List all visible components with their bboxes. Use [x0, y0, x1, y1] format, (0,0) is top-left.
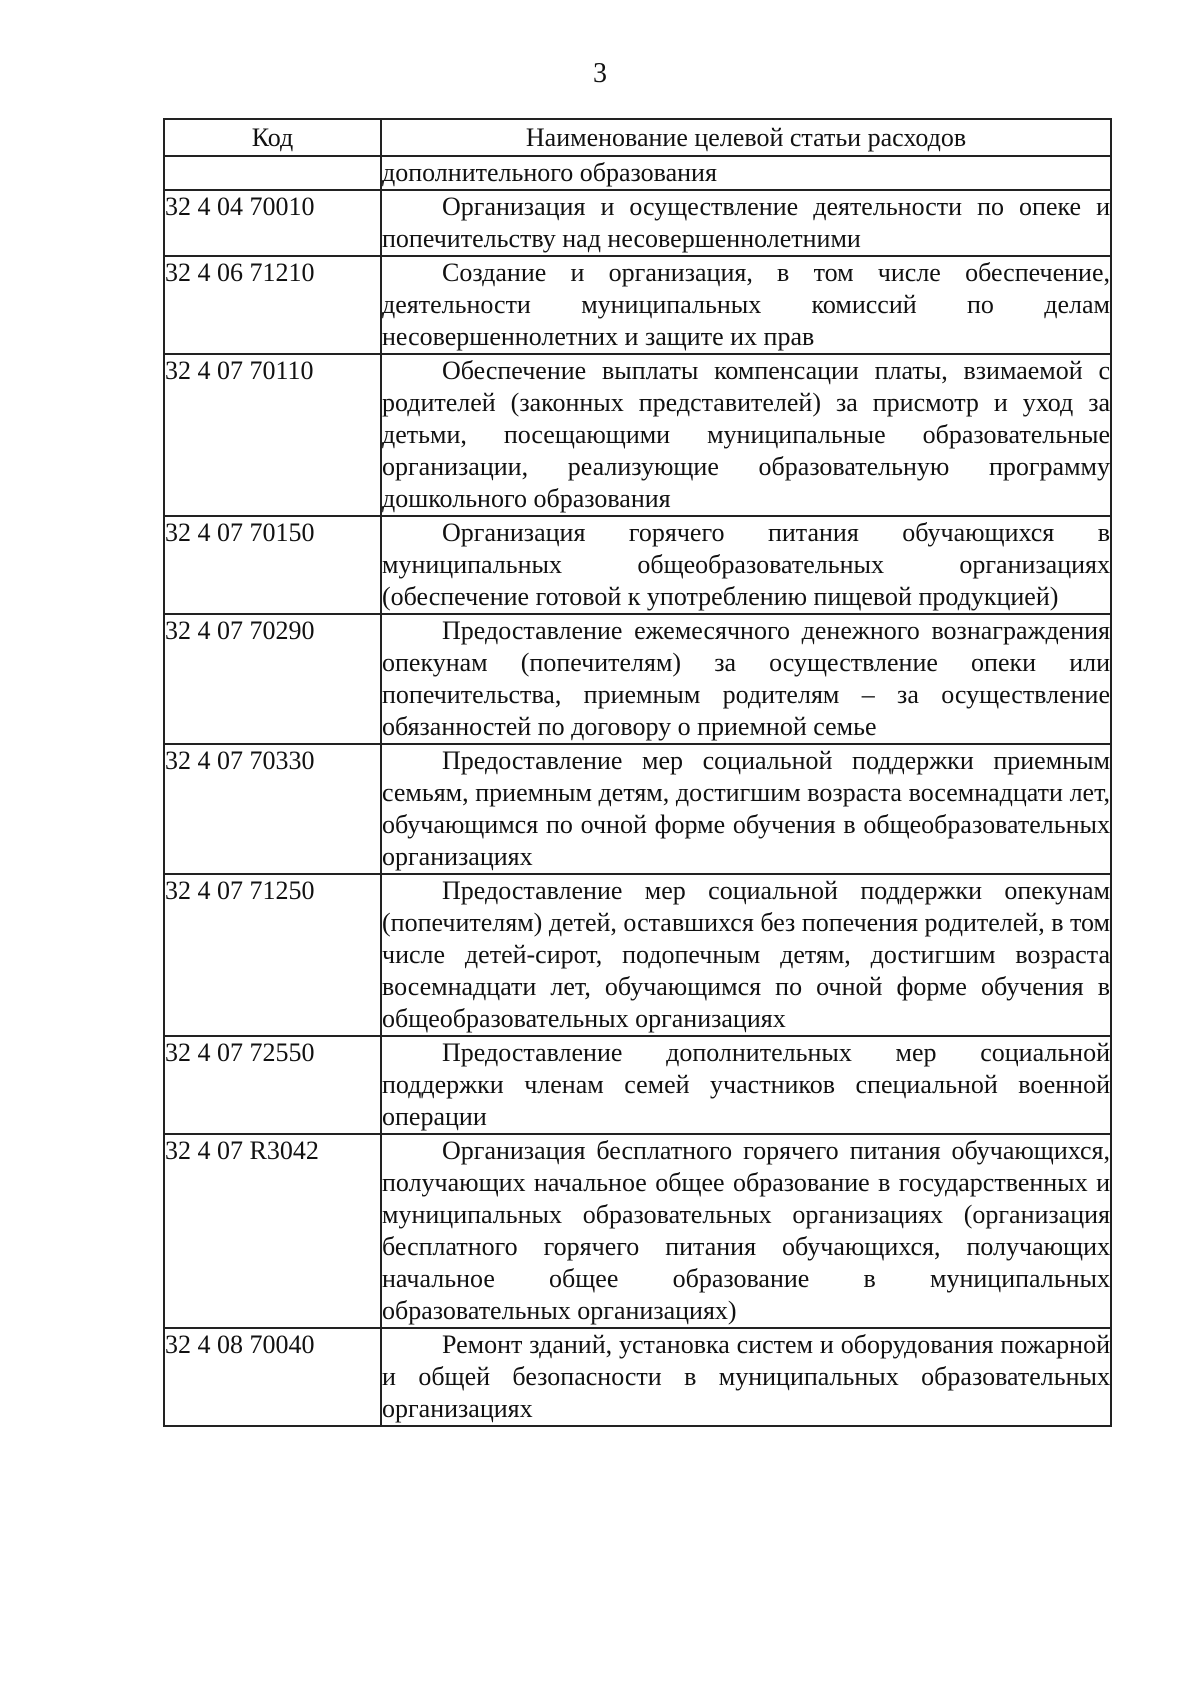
row-code: 32 4 07 72550 — [164, 1036, 381, 1134]
row-name-text: Организация бесплатного горячего питания обучающихся, получающих начальное общее образование в государственных и муниципальных образовательных организациях (организация бесплатного горячего питания обучающихся, получающих начальное общее образование в муниципальных образовательных организациях) — [382, 1136, 1110, 1325]
row-name-text: дополнительного образования — [382, 158, 717, 187]
row-code: 32 4 07 70330 — [164, 744, 381, 874]
row-name-text: Предоставление дополнительных мер социальной поддержки членам семей участников специальной военной операции — [382, 1038, 1110, 1131]
table-row — [164, 1134, 1111, 1328]
row-name — [381, 256, 1111, 354]
row-code: 32 4 07 71250 — [164, 874, 381, 1036]
row-name-text: Обеспечение выплаты компенсации платы, взимаемой с родителей (законных представителей) за присмотр и уход за детьми, посещающими муниципальные образовательные организации, реализующие образовательную программу дошкольного образования — [382, 356, 1110, 513]
row-name — [381, 156, 1111, 190]
row-name — [381, 1328, 1111, 1426]
row-code: 32 4 07 R3042 — [164, 1134, 381, 1328]
row-code: 32 4 07 70150 — [164, 516, 381, 614]
table-header-row — [164, 119, 1111, 156]
table-row — [164, 1036, 1111, 1134]
row-name — [381, 354, 1111, 516]
header-code: Код — [164, 119, 381, 156]
table-row — [164, 516, 1111, 614]
row-name-text: Ремонт зданий, установка систем и оборудования пожарной и общей безопасности в муниципальных образовательных организациях — [382, 1330, 1110, 1423]
row-code — [164, 156, 381, 190]
row-name-text: Предоставление мер социальной поддержки приемным семьям, приемным детям, достигшим возраста восемнадцати лет, обучающимся по очной форме обучения в общеобразовательных организациях — [382, 746, 1110, 871]
row-name-text: Предоставление ежемесячного денежного вознаграждения опекунам (попечителям) за осуществление опеки или попечительства, приемным родителям – за осуществление обязанностей по договору о приемной семье — [382, 616, 1110, 741]
row-code: 32 4 04 70010 — [164, 190, 381, 256]
row-name — [381, 1036, 1111, 1134]
row-name — [381, 190, 1111, 256]
row-code: 32 4 06 71210 — [164, 256, 381, 354]
row-name — [381, 516, 1111, 614]
row-name-text: Организация горячего питания обучающихся в муниципальных общеобразовательных организациях (обеспечение готовой к употреблению пищевой продукцией) — [382, 518, 1110, 611]
table-row — [164, 256, 1111, 354]
row-name — [381, 614, 1111, 744]
row-name — [381, 874, 1111, 1036]
row-name — [381, 744, 1111, 874]
row-name-text: Предоставление мер социальной поддержки опекунам (попечителям) детей, оставшихся без попечения родителей, в том числе детей-сирот, подопечным детям, достигшим возраста восемнадцати лет, обучающимся по очной форме обучения в общеобразовательных организациях — [382, 876, 1110, 1033]
header-name: Наименование целевой статьи расходов — [381, 119, 1111, 156]
page-number: 3 — [593, 58, 607, 89]
row-code: 32 4 07 70110 — [164, 354, 381, 516]
table-row — [164, 156, 1111, 190]
row-name-text: Организация и осуществление деятельности по опеке и попечительству над несовершеннолетними — [382, 192, 1110, 253]
row-code: 32 4 07 70290 — [164, 614, 381, 744]
table-row — [164, 354, 1111, 516]
row-name-text: Создание и организация, в том числе обеспечение, деятельности муниципальных комиссий по делам несовершеннолетних и защите их прав — [382, 258, 1110, 351]
budget-codes-table — [163, 118, 1112, 1427]
table-row — [164, 1328, 1111, 1426]
table-row — [164, 744, 1111, 874]
table-row — [164, 614, 1111, 744]
row-code: 32 4 08 70040 — [164, 1328, 381, 1426]
table-row — [164, 874, 1111, 1036]
row-name — [381, 1134, 1111, 1328]
table-row — [164, 190, 1111, 256]
